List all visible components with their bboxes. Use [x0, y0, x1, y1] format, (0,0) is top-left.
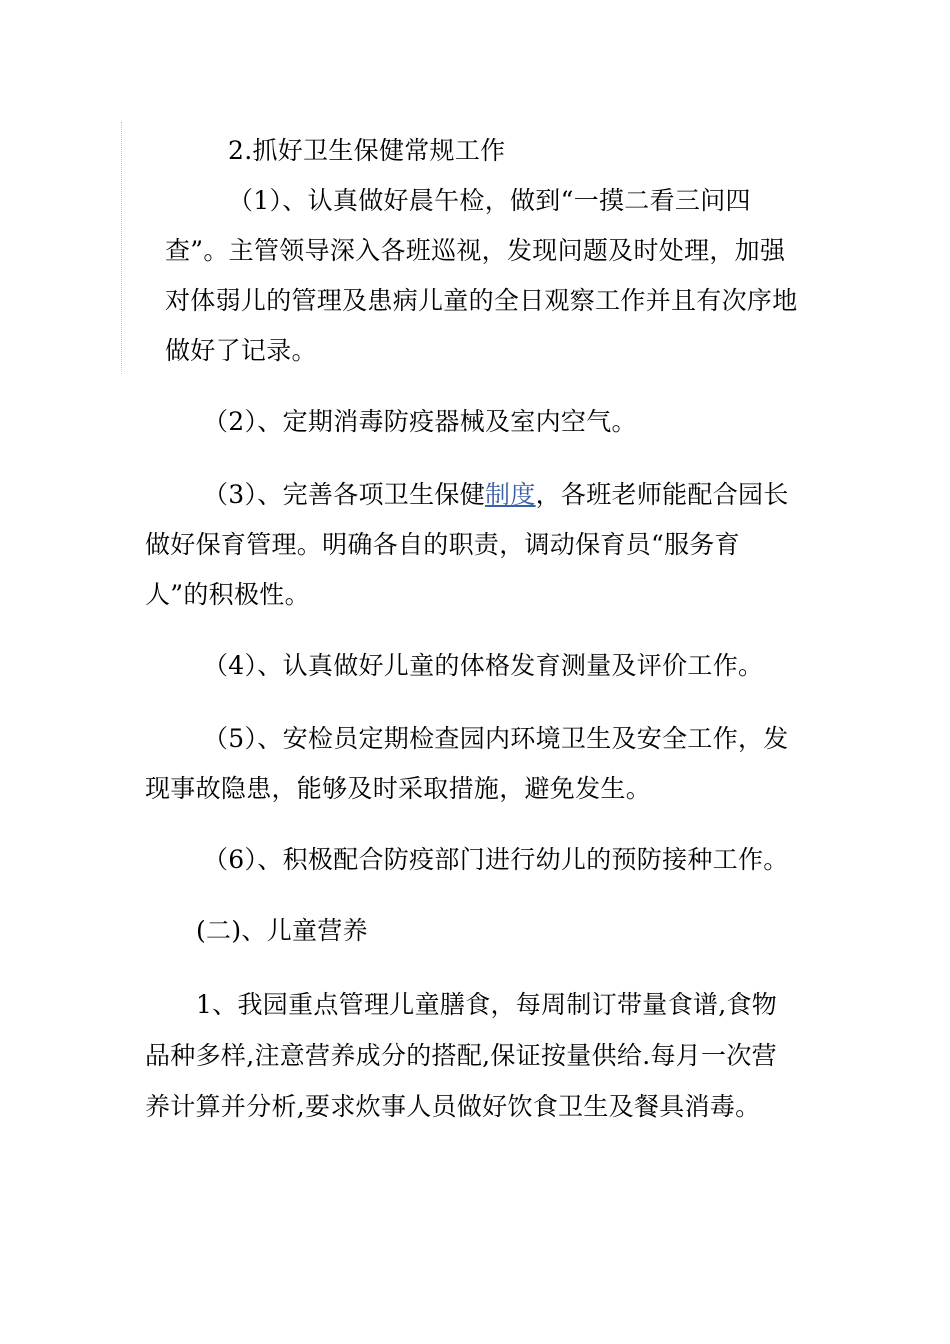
- item5-line2: 现事故隐患，能够及时采取措施，避免发生。: [145, 774, 652, 803]
- item3-line2: 做好保育管理。明确各自的职责，调动保育员“服务育: [145, 530, 740, 559]
- section-heading-hygiene: 2.抓好卫生保健常规工作: [228, 136, 506, 165]
- item5-line1: （5）、安检员定期检查园内环境卫生及安全工作，发: [203, 724, 789, 753]
- item3-line3: 人”的积极性。: [145, 580, 310, 609]
- section-heading-nutrition: (二)、儿童营养: [196, 916, 368, 945]
- nutrition-line2: 品种多样,注意营养成分的搭配,保证按量供给.每月一次营: [145, 1041, 777, 1070]
- item1-line2: 查”。主管领导深入各班巡视，发现问题及时处理，加强: [165, 236, 786, 265]
- left-margin-rule: [121, 122, 122, 374]
- item3-text-before-link: （3）、完善各项卫生保健: [203, 480, 486, 509]
- item3-line1: [203, 480, 789, 510]
- item4-line: （4）、认真做好儿童的体格发育测量及评价工作。: [203, 651, 764, 680]
- item1-line3: 对体弱儿的管理及患病儿童的全日观察工作并且有次序地: [165, 286, 798, 315]
- item2-line: （2）、定期消毒防疫器械及室内空气。: [203, 407, 637, 436]
- item1-line4: 做好了记录。: [165, 336, 317, 365]
- nutrition-line1: 1、我园重点管理儿童膳食，每周制订带量食谱,食物: [196, 990, 778, 1019]
- nutrition-line3: 养计算并分析,要求炊事人员做好饮食卫生及餐具消毒。: [145, 1092, 761, 1121]
- item3-text-after-link: ，各班老师能配合园长: [535, 480, 789, 509]
- system-link[interactable]: 制度: [485, 480, 536, 509]
- item1-line1: （1）、认真做好晨午检，做到“一摸二看三问四: [228, 186, 751, 215]
- item6-line: （6）、积极配合防疫部门进行幼儿的预防接种工作。: [203, 845, 789, 874]
